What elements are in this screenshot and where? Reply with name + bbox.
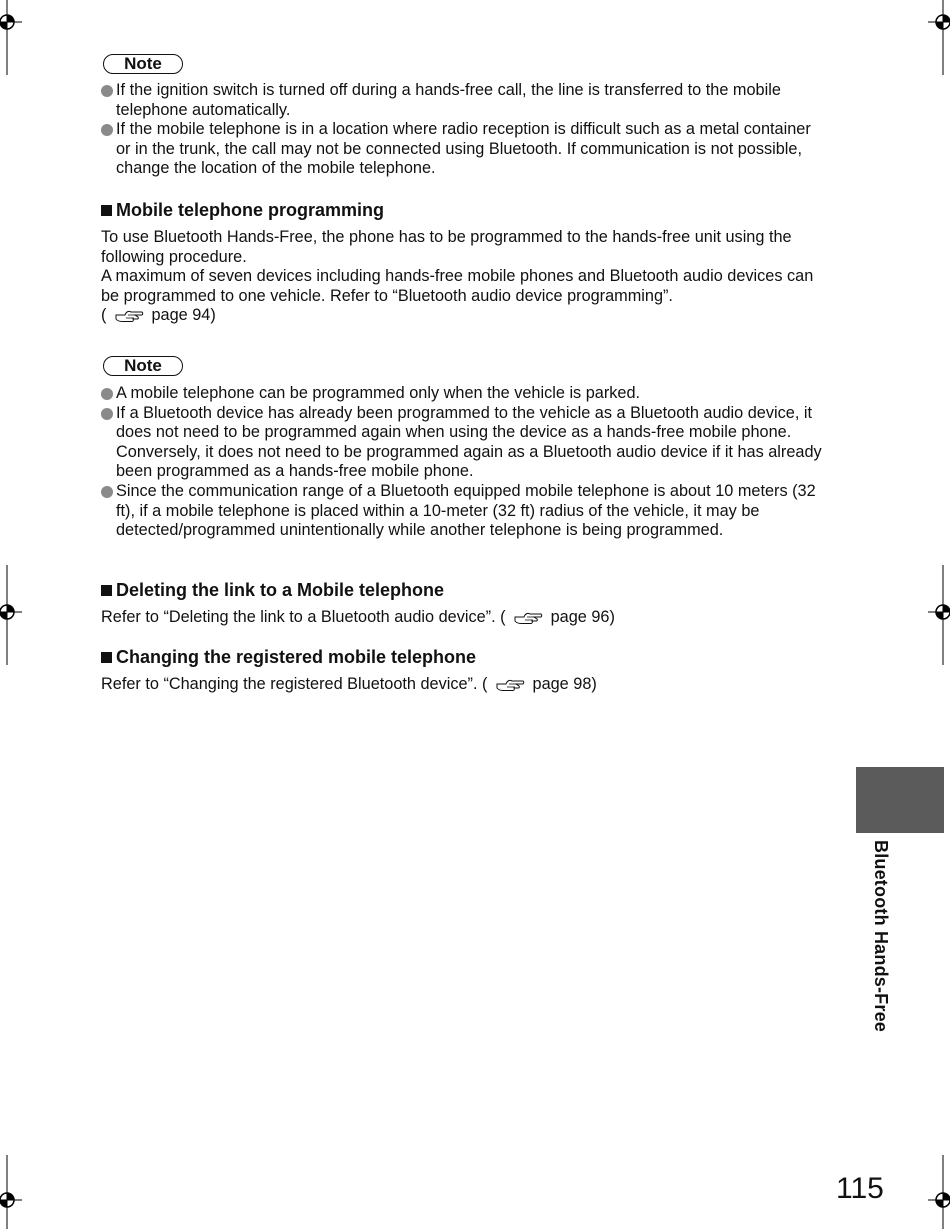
chapter-tab (856, 767, 944, 833)
note-label: Note (103, 356, 183, 376)
square-bullet-icon (101, 205, 112, 216)
square-bullet-icon (101, 585, 112, 596)
note-label: Note (103, 54, 183, 74)
paragraph: A maximum of seven devices including hands-free mobile phones and Bluetooth audio devices can be programmed to one vehicle. Refer to “Bluetooth audio device programming”. (101, 267, 814, 305)
paragraph: To use Bluetooth Hands-Free, the phone has to be programmed to the hands-free unit using the following procedure. (101, 228, 792, 266)
section-heading: Deleting the link to a Mobile telephone (101, 579, 444, 601)
section-body (101, 608, 826, 628)
section-heading: Changing the registered mobile telephone (101, 646, 476, 668)
section-body (101, 228, 826, 326)
page-reference: ( page 94) (101, 306, 216, 325)
bullet-icon (101, 408, 113, 420)
list-item: Since the communication range of a Bluetooth equipped mobile telephone is about 10 meters (32 ft), if a mobile telephone is placed within a 10-meter (32 ft) radius of the vehicle, it may be detected/programmed unintentionally while another telephone is being programmed. (101, 482, 826, 541)
bullet-icon (101, 85, 113, 97)
chapter-title: Bluetooth Hands-Free (871, 840, 891, 1033)
square-bullet-icon (101, 652, 112, 663)
pointing-hand-icon (495, 678, 525, 692)
crop-mark-top-left (0, 0, 30, 75)
pointing-hand-icon (114, 309, 144, 323)
page-reference: Refer to “Deleting the link to a Bluetooth audio device”. ( page 96) (101, 608, 615, 626)
list-item: If the ignition switch is turned off during a hands-free call, the line is transferred to the mobile telephone automatically. (101, 81, 826, 120)
crop-mark-bottom-left (0, 1155, 30, 1229)
section-heading: Mobile telephone programming (101, 199, 384, 221)
crop-mark-top-right (920, 0, 950, 75)
page-number: 115 (836, 1172, 884, 1205)
crop-mark-mid-right (920, 565, 950, 665)
page-reference: Refer to “Changing the registered Bluetooth device”. ( page 98) (101, 675, 597, 693)
pointing-hand-icon (513, 611, 543, 625)
list-item: If a Bluetooth device has already been programmed to the vehicle as a Bluetooth audio device, it does not need to be programmed again when using the device as a hands-free mobile phone. Conversely, it does not need to be programmed again as a Bluetooth audio device if it has already been programmed as a hands-free mobile phone. (101, 404, 826, 482)
bullet-icon (101, 124, 113, 136)
note-list (101, 81, 826, 179)
list-item: A mobile telephone can be programmed only when the vehicle is parked. (101, 384, 826, 404)
crop-mark-bottom-right (920, 1155, 950, 1229)
section-body (101, 675, 826, 695)
crop-mark-mid-left (0, 565, 30, 665)
note-list (101, 384, 826, 541)
bullet-icon (101, 486, 113, 498)
bullet-icon (101, 388, 113, 400)
list-item: If the mobile telephone is in a location where radio reception is difficult such as a metal container or in the trunk, the call may not be connected using Bluetooth. If communication is not possible, change the location of the mobile telephone. (101, 120, 826, 179)
